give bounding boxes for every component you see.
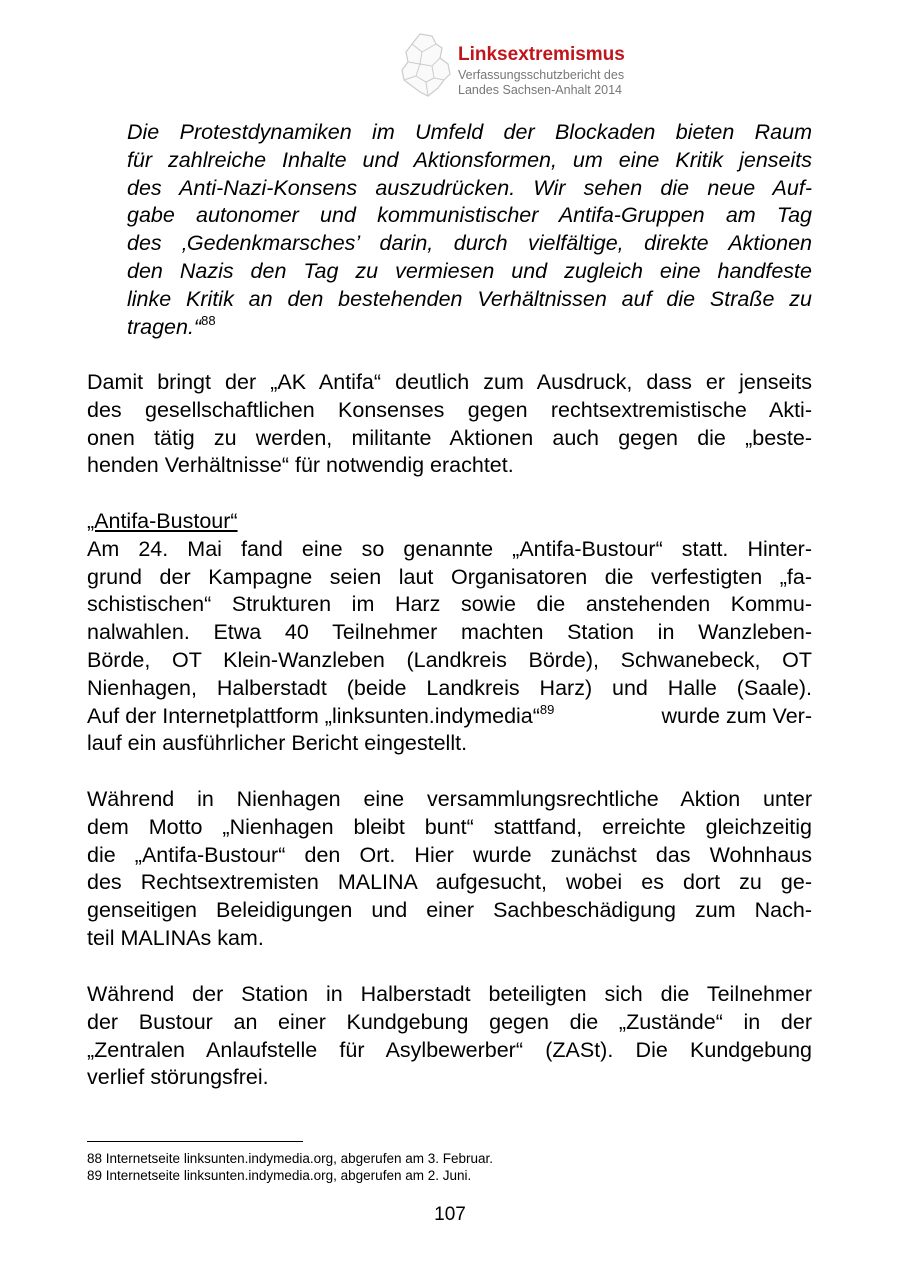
paragraph-line: grund der Kampagne seien laut Organisatoren die verfestigten „fa- (87, 564, 812, 589)
line-text: Auf der Internetplattform „linksunten.indymedia“ (87, 703, 540, 728)
block-quote (127, 119, 812, 341)
paragraph-line: Am 24. Mai fand eine so genannte „Antifa-Bustour“ statt. Hinter- (87, 536, 812, 561)
paragraph-line: der Bustour an einer Kundgebung gegen die „Zustände“ in der (87, 1009, 812, 1034)
section-antifa-bustour (87, 508, 812, 758)
quote-line (127, 314, 812, 342)
paragraph-line: schistischen“ Strukturen im Harz sowie die anstehenden Kommu- (87, 592, 812, 617)
paragraph-ak-antifa (87, 369, 812, 480)
paragraph-line: teil MALINAs kam. (87, 925, 264, 950)
quote-line: Die Protestdynamiken im Umfeld der Blockaden bieten Raum (127, 120, 812, 144)
paragraph-line: verlief störungsfrei. (87, 1065, 269, 1090)
section-heading: „Antifa-Bustour“ (87, 509, 238, 533)
paragraph-line: Damit bringt der „AK Antifa“ deutlich zum Ausdruck, dass er jenseits (87, 370, 812, 394)
quote-line: linke Kritik an den bestehenden Verhältnissen auf die Straße zu (127, 286, 812, 311)
header-subtitle-line2: Landes Sachsen-Anhalt 2014 (458, 83, 623, 97)
footnote-separator (87, 1141, 303, 1142)
header-title: Linksextremismus (458, 44, 625, 65)
paragraph-line: onen tätig zu werden, militante Aktionen auch gegen die „beste- (87, 425, 812, 450)
paragraph-line: Börde, OT Klein-Wanzleben (Landkreis Börde), Schwanebeck, OT (87, 647, 812, 672)
quote-line: des Anti-Nazi-Konsens auszudrücken. Wir sehen die neue Auf- (127, 175, 812, 200)
paragraph-line: Während der Station in Halberstadt beteiligten sich die Teilnehmer (87, 982, 812, 1006)
paragraph-line: „Zentralen Anlaufstelle für Asylbewerber“ (ZASt). Die Kundgebung (87, 1037, 812, 1062)
paragraph-line: die „Antifa-Bustour“ den Ort. Hier wurde zunächst das Wohnhaus (87, 842, 812, 867)
footnote-ref-89[interactable]: 89 (539, 701, 555, 717)
paragraph-line: henden Verhältnisse“ für notwendig erachtet. (87, 453, 514, 478)
line-text: wurde zum Ver- (661, 703, 812, 728)
quote-line: gabe autonomer und kommunistischer Antifa-Gruppen am Tag (127, 203, 812, 228)
paragraph-line: genseitigen Beleidigungen und einer Sachbeschädigung zum Nach- (87, 898, 812, 923)
paragraph-line: dem Motto „Nienhagen bleibt bunt“ stattfand, erreichte gleichzeitig (87, 814, 812, 839)
footnote-88: 88 Internetseite linksunten.indymedia.org, abgerufen am 3. Februar. (87, 1151, 493, 1166)
paragraph-line (87, 703, 812, 731)
quote-line-text: tragen.“ (127, 314, 202, 339)
header-subtitle-line1: Verfassungsschutzbericht des (458, 68, 625, 82)
paragraph-line: lauf ein ausführlicher Bericht eingestellt. (87, 731, 468, 756)
quote-line: den Nazis den Tag zu vermiesen und zugleich eine handfeste (127, 258, 812, 283)
saxony-anhalt-map-logo (398, 30, 454, 100)
page-number: 107 (434, 1204, 466, 1225)
paragraph-line: des Rechtsextremisten MALINA aufgesucht, wobei es dort zu ge- (87, 870, 812, 895)
footnote-89: 89 Internetseite linksunten.indymedia.org, abgerufen am 2. Juni. (87, 1168, 472, 1183)
paragraph-line: nalwahlen. Etwa 40 Teilnehmer machten Station in Wanzleben- (87, 620, 812, 645)
page-header (398, 30, 658, 102)
paragraph-line: des gesellschaftlichen Konsenses gegen rechtsextremistische Akti- (87, 397, 812, 422)
paragraph-line: Nienhagen, Halberstadt (beide Landkreis Harz) und Halle (Saale). (87, 675, 812, 700)
paragraph-line: Während in Nienhagen eine versammlungsrechtliche Aktion unter (87, 787, 812, 811)
quote-line: für zahlreiche Inhalte und Aktionsformen, um eine Kritik jenseits (127, 147, 812, 172)
paragraph-nienhagen (87, 786, 812, 953)
paragraph-halberstadt (87, 981, 812, 1092)
footnote-ref-88[interactable]: 88 (201, 312, 216, 328)
quote-line: des ‚Gedenkmarsches’ darin, durch vielfältige, direkte Aktionen (127, 231, 812, 256)
